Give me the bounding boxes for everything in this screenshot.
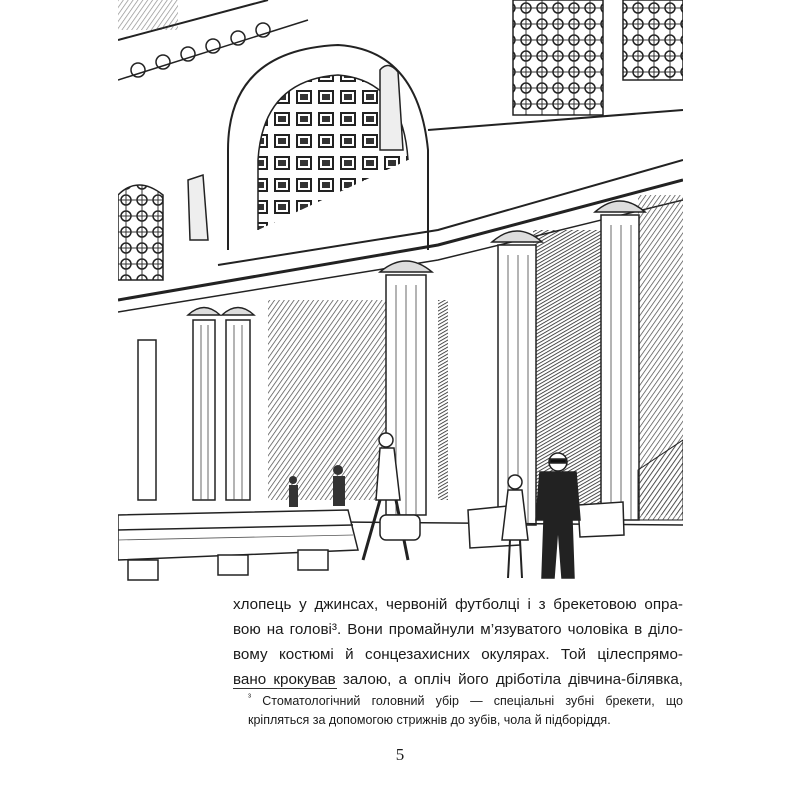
footnote-marker: ³: [248, 691, 251, 702]
train-station-hall-illustration-icon: [118, 0, 683, 590]
body-line: вому костюмі й сонцезахисних окулярах. Той цілеспрямо-: [233, 646, 683, 663]
body-line: вою на голові³. Вони промайнули м’язуватого чоловіка в діло-: [233, 621, 683, 638]
footnote-line-2: кріпляться за допомогою стрижнів до зубів, чола й підборіддя.: [248, 713, 611, 727]
footnote-separator: [233, 688, 337, 689]
footnote: [248, 692, 683, 730]
station-hall-illustration: [118, 0, 683, 590]
footnote-line-1: [248, 692, 683, 711]
body-line: вано крокував залою, а опліч його дріботіла дівчина-білявка,: [233, 671, 683, 688]
body-line: хлопець у джинсах, червоній футболці і з брекетовою опра-: [233, 596, 683, 613]
body-text: [233, 592, 683, 692]
page-number: 5: [395, 745, 405, 764]
footnote-text-1: Стоматологічний головний убір — спеціальні зубні брекети, що: [262, 694, 684, 708]
